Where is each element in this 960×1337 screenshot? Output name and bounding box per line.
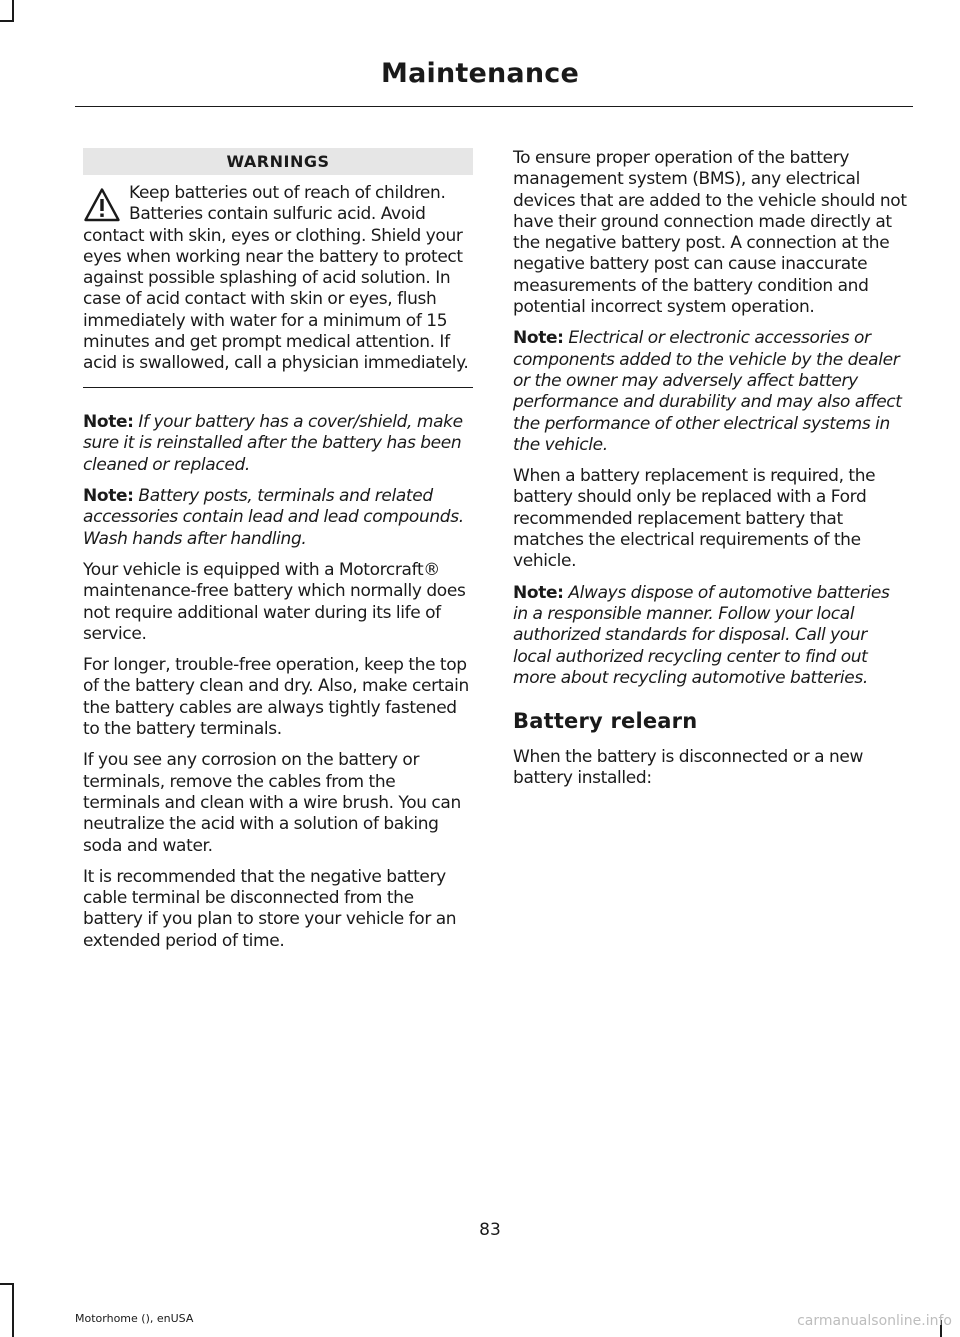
- section-heading-battery-relearn: Battery relearn: [513, 709, 698, 734]
- note-disposal: [513, 583, 908, 689]
- paragraph-battery-care: For longer, trouble-free operation, keep the top of the battery clean and dry. Also, make certain the battery cables are always tightly fastened to the battery terminals.: [83, 655, 469, 740]
- crop-mark-bottom-left: [0, 1283, 14, 1285]
- warning-title: WARNINGS: [83, 148, 473, 175]
- note-label: Note:: [513, 328, 564, 349]
- header-divider: [75, 106, 913, 107]
- crop-mark-top-left: [0, 20, 14, 22]
- page-number: 83: [479, 1220, 501, 1240]
- note-accessories: [513, 328, 908, 456]
- note-text: Electrical or electronic accessories or components added to the vehicle by the dealer or the owner may adversely affect battery performance and durability and may also affect the performance of other electrical systems in the vehicle.: [513, 328, 902, 455]
- paragraph-motorcraft-battery: Your vehicle is equipped with a Motorcraft® maintenance-free battery which normally does not require additional water during its life of service.: [83, 559, 466, 644]
- paragraph-bms: To ensure proper operation of the battery management system (BMS), any electrical devices that are added to the vehicle should not have their ground connection made directly at the negative battery post. A connection at the negative battery post can cause inaccurate measurements of the battery condition and potential incorrect system operation.: [513, 148, 907, 318]
- paragraph-relearn: When the battery is disconnected or a new battery installed:: [513, 747, 864, 789]
- note-label: Note:: [83, 486, 134, 507]
- warning-divider: [83, 387, 473, 389]
- note-text: Always dispose of automotive batteries in a responsible manner. Follow your local authorized standards for disposal. Call your local authorized recycling center to find out more about recycling automotive batteries.: [513, 582, 890, 688]
- watermark: carmanualsonline.info: [797, 1313, 952, 1329]
- crop-mark-bottom-left: [12, 1283, 14, 1337]
- paragraph-corrosion: If you see any corrosion on the battery or terminals, remove the cables from the terminals and clean with a wire brush. You can neutralize the acid with a solution of baking soda and water.: [83, 750, 461, 856]
- paragraph-replacement: When a battery replacement is required, the battery should only be replaced with a Ford recommended replacement battery that matches the electrical requirements of the vehicle.: [513, 466, 876, 572]
- paragraph-storage: It is recommended that the negative battery cable terminal be disconnected from the battery if you plan to store your vehicle for an extended period of time.: [83, 866, 457, 951]
- note-lead-compounds: [83, 486, 473, 550]
- warning-text: Keep batteries out of reach of children. Batteries contain sulfuric acid. Avoid contact with skin, eyes or clothing. Shield your eyes when working near the battery to protect against possible splashing of acid solution. In case of acid contact with skin or eyes, flush immediately with water for a minimum of 15 minutes and get prompt medical attention. If acid is swallowed, call a physician immediately.: [83, 183, 469, 374]
- note-label: Note:: [83, 412, 134, 433]
- note-text: If your battery has a cover/shield, make sure it is reinstalled after the battery has been cleaned or replaced.: [83, 412, 463, 475]
- left-column: [83, 148, 473, 962]
- right-column: [513, 148, 908, 800]
- warning-box: [83, 148, 473, 388]
- warning-triangle-icon: [83, 187, 121, 223]
- note-label: Note:: [513, 582, 564, 603]
- note-text: Battery posts, terminals and related accessories contain lead and lead compounds. Wash hands after handling.: [83, 486, 464, 549]
- warning-body: [83, 183, 473, 388]
- footer-document-id: Motorhome (), enUSA: [75, 1312, 194, 1325]
- page-title: Maintenance: [381, 58, 579, 89]
- crop-mark-top-left: [12, 0, 14, 22]
- note-cover-shield: [83, 412, 473, 476]
